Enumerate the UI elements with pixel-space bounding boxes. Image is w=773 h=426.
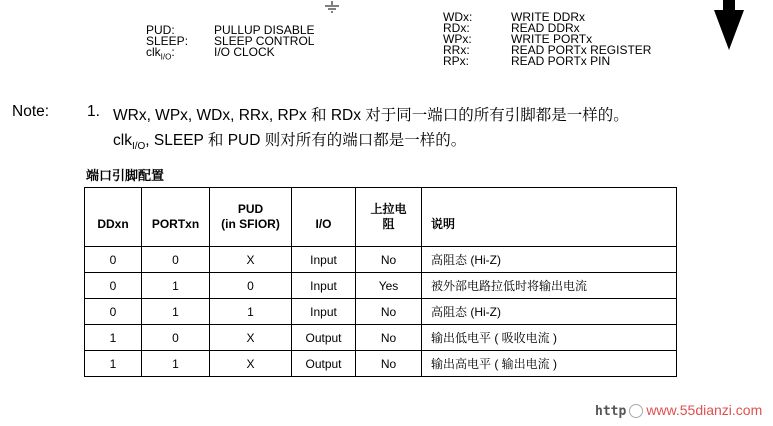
header-pullup-line-2: 阻 [382, 217, 395, 231]
cell-desc: 高阻态 (Hi-Z) [422, 247, 677, 273]
cell-desc: 输出低电平 ( 吸收电流 ) [422, 325, 677, 351]
header-ddxn: DDxn [85, 188, 142, 247]
cell-ddxn: 0 [85, 299, 142, 325]
legend-key: PUD: [146, 23, 175, 37]
port-config-table [84, 187, 677, 377]
header-pud [210, 188, 292, 247]
header-pud-line-2: (in SFIOR) [221, 217, 280, 231]
cell-ddxn: 1 [85, 351, 142, 377]
cell-pud: X [210, 325, 292, 351]
legend-key [146, 47, 214, 62]
legend-key-suffix: : [171, 45, 175, 59]
down-arrow-icon [712, 0, 746, 57]
cell-io: Output [292, 351, 356, 377]
watermark-site: www.55dianzi.com [646, 402, 763, 418]
cell-ddxn: 1 [85, 325, 142, 351]
cell-pud: 0 [210, 273, 292, 299]
cell-pullup: No [356, 351, 422, 377]
legend-item [443, 56, 651, 67]
header-pullup [356, 188, 422, 247]
legend-value: WRITE PORTx [511, 32, 593, 46]
legend-value: PULLUP DISABLE [214, 23, 315, 37]
note-label: Note: [12, 103, 50, 120]
note-line-1: WRx, WPx, WDx, RRx, RPx 和 RDx 对于同一端口的所有引脚都是一样的。 [113, 107, 629, 124]
cell-io: Input [292, 299, 356, 325]
legend-key: RDx: [443, 21, 470, 35]
legend-value: READ DDRx [511, 21, 580, 35]
legend-key-main: clk [146, 45, 161, 59]
note-number: 1. [87, 103, 100, 120]
header-pud-line-1: PUD [237, 202, 264, 216]
header-pullup-line-1: 上拉电 [370, 202, 407, 216]
cell-pullup: No [356, 325, 422, 351]
cell-portxn: 1 [142, 273, 210, 299]
cell-desc: 被外部电路拉低时将输出电流 [422, 273, 677, 299]
watermark-circle-icon [629, 404, 643, 418]
note-line-2 [113, 128, 466, 152]
table-row [85, 325, 677, 351]
legend-key: WDx: [443, 10, 473, 24]
cell-ddxn: 0 [85, 247, 142, 273]
legend-value: I/O CLOCK [214, 45, 275, 59]
cell-pullup: No [356, 299, 422, 325]
cell-portxn: 1 [142, 299, 210, 325]
cell-io: Input [292, 273, 356, 299]
ground-symbol-fragment [322, 0, 342, 18]
legend-key: RPx: [443, 54, 470, 68]
legend-value: SLEEP CONTROL [214, 34, 315, 48]
legend-key: RRx: [443, 43, 470, 57]
cell-ddxn: 0 [85, 273, 142, 299]
header-desc: 说明 [422, 188, 677, 247]
table-row [85, 247, 677, 273]
cell-pud: X [210, 351, 292, 377]
legend-left [146, 25, 315, 62]
legend-key: SLEEP: [146, 34, 189, 48]
legend-item [146, 47, 315, 62]
table-row [85, 299, 677, 325]
table-header-row [85, 188, 677, 247]
cell-io: Input [292, 247, 356, 273]
table-row [85, 273, 677, 299]
cell-pullup: Yes [356, 273, 422, 299]
note-line-2-clk: clk [113, 132, 132, 149]
cell-portxn: 0 [142, 247, 210, 273]
note-line-2-sub: I/O [131, 141, 146, 153]
cell-desc: 输出高电平 ( 输出电流 ) [422, 351, 677, 377]
cell-pud: X [210, 247, 292, 273]
legend-value: READ PORTx REGISTER [511, 43, 652, 57]
table-caption: 端口引脚配置 [86, 168, 165, 183]
cell-portxn: 1 [142, 351, 210, 377]
cell-io: Output [292, 325, 356, 351]
header-io: I/O [292, 188, 356, 247]
watermark [595, 402, 762, 419]
cell-pullup: No [356, 247, 422, 273]
legend-value: READ PORTx PIN [511, 54, 611, 68]
legend-value: WRITE DDRx [511, 10, 585, 24]
cell-desc: 高阻态 (Hi-Z) [422, 299, 677, 325]
legend-key: WPx: [443, 32, 472, 46]
table-row [85, 351, 677, 377]
watermark-prefix: http [595, 404, 627, 419]
legend-right [443, 12, 651, 67]
legend-key-sub: I/O [160, 52, 172, 62]
cell-portxn: 0 [142, 325, 210, 351]
cell-pud: 1 [210, 299, 292, 325]
header-portxn: PORTxn [142, 188, 210, 247]
note-line-2-rest: , SLEEP 和 PUD 则对所有的端口都是一样的。 [145, 132, 467, 149]
